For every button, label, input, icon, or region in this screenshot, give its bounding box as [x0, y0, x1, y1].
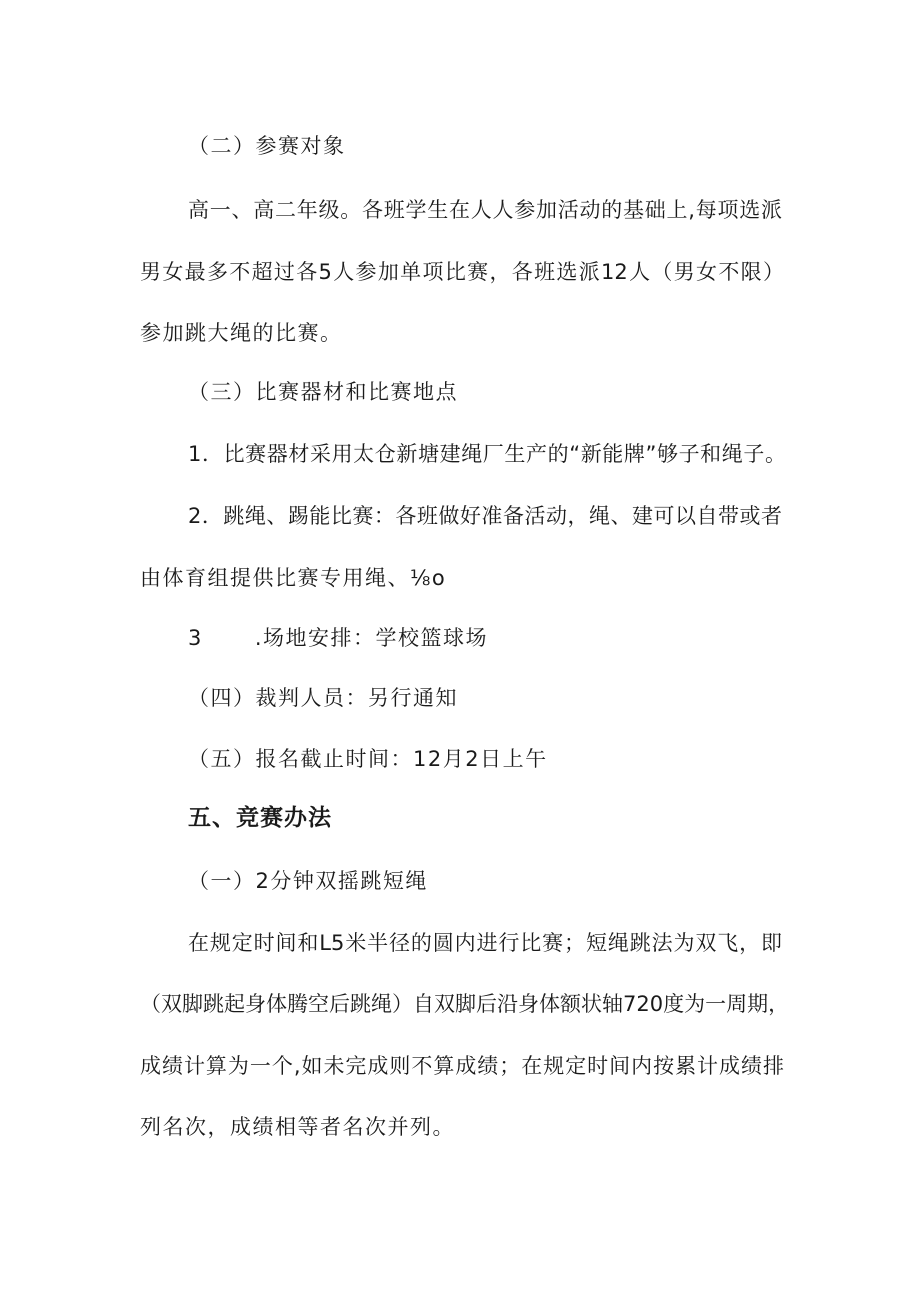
item-3-text: .场地安排：学校篮球场: [254, 626, 489, 650]
rule-1-line-1: 在规定时间和L5米半径的圆内进行比赛；短绳跳法为双飞，即: [188, 931, 782, 955]
subsection-2-title: （二）参赛对象: [188, 134, 346, 158]
section-5-title: 五、竞赛办法: [188, 805, 332, 831]
item-3: [188, 624, 488, 652]
rule-1-line-4: 列名次，成绩相等者名次并列。: [140, 1115, 455, 1139]
subsection-2-paragraph-line-3: 参加跳大绳的比赛。: [140, 321, 343, 345]
rule-1-line-2: （双脚跳起身体腾空后跳绳）自双脚后沿身体额状轴720度为一周期，: [140, 992, 790, 1016]
subsection-2-paragraph-line-1: 高一、高二年级。各班学生在人人参加活动的基础上,每项选派: [188, 198, 782, 222]
subsection-3-title: （三）比赛器材和比赛地点: [188, 380, 458, 404]
subsection-2-paragraph-line-2: 男女最多不超过各5人参加单项比赛，各班选派12人（男女不限）: [140, 260, 784, 284]
subsection-4: （四）裁判人员：另行通知: [188, 686, 458, 710]
item-2-line-2: 由体育组提供比赛专用绳、⅛o: [140, 566, 447, 590]
rule-1-title: （一）2分钟双摇跳短绳: [188, 869, 428, 893]
rule-1-line-3: 成绩计算为一个,如未完成则不算成绩；在规定时间内按累计成绩排: [140, 1054, 784, 1078]
subsection-5: （五）报名截止时间：12月2日上午: [188, 747, 548, 771]
item-3-number: 3: [188, 626, 203, 650]
item-2-line-1: 2．跳绳、踢能比赛：各班做好准备活动，绳、建可以自带或者: [188, 504, 782, 528]
item-1: 1．比赛器材采用太仓新塘建绳厂生产的“新能牌”够子和绳子。: [188, 442, 786, 466]
